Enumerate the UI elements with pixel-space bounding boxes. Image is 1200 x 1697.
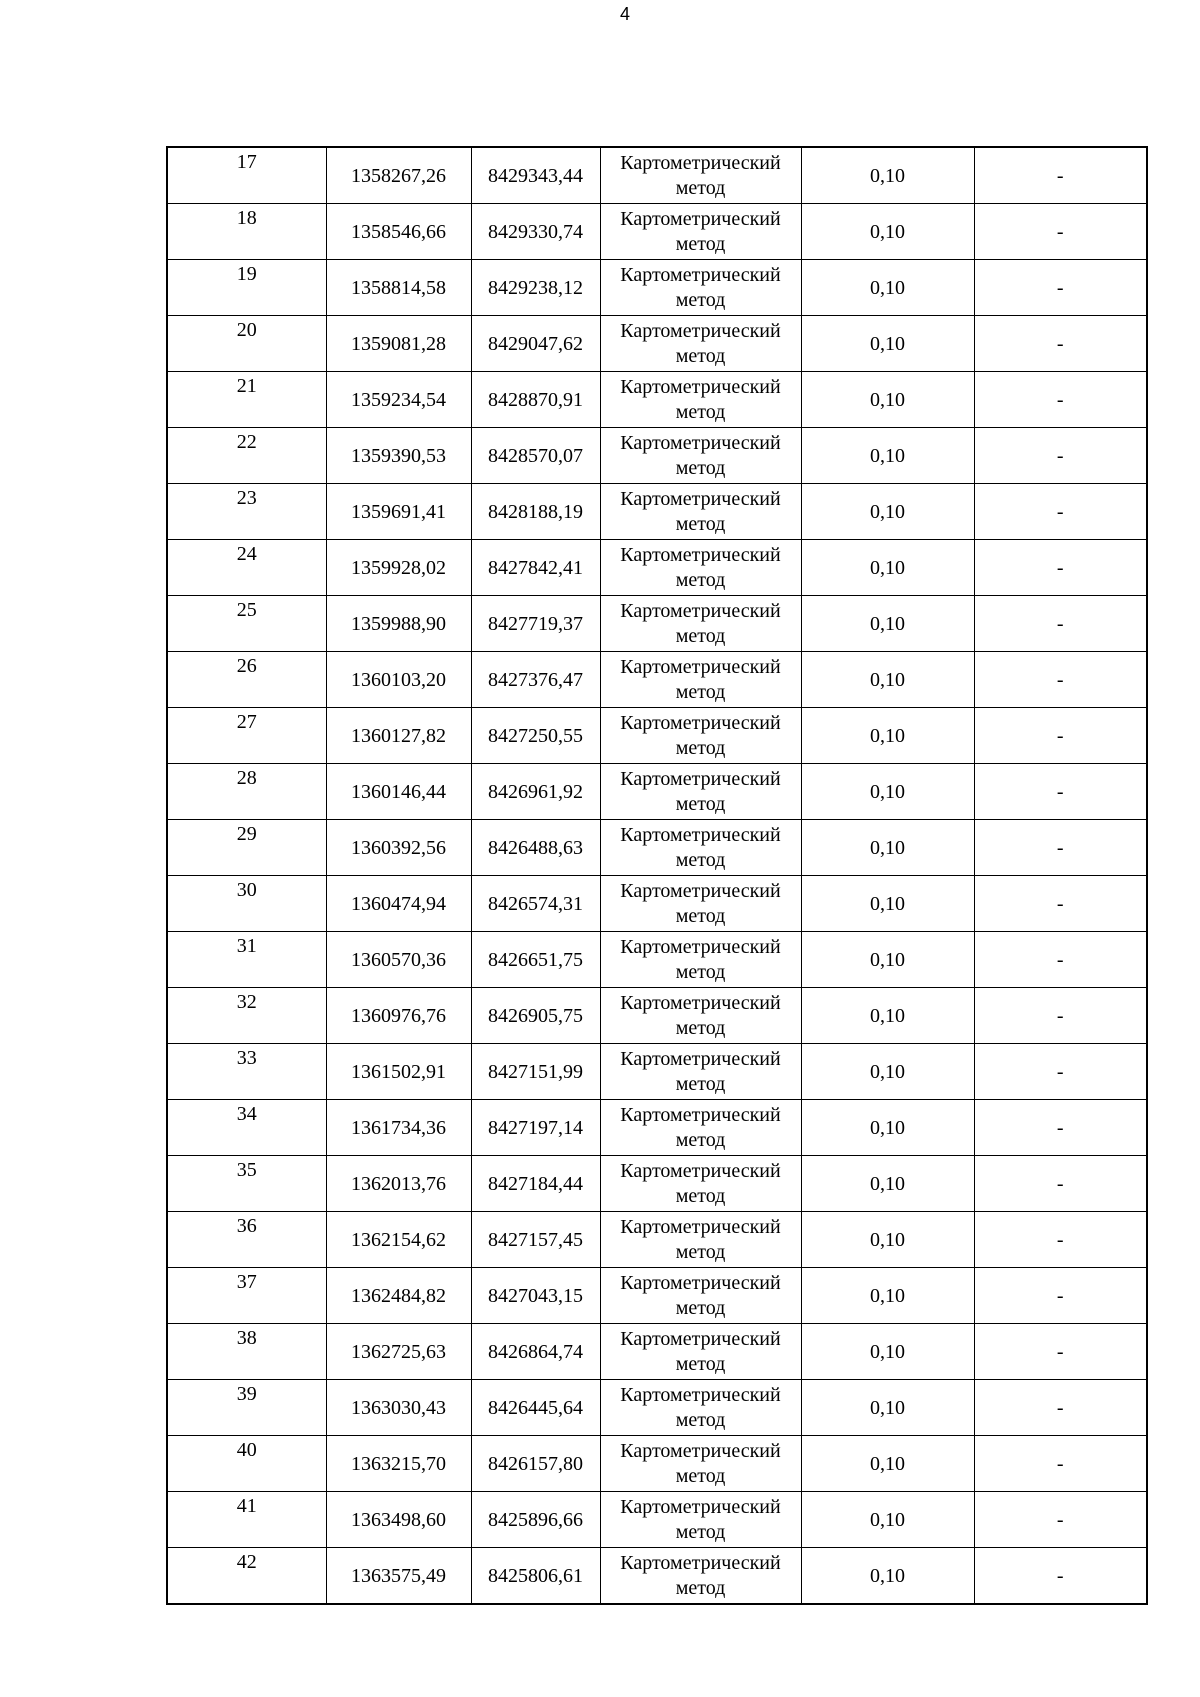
accuracy-cell: 0,10	[801, 1044, 974, 1100]
table-row	[167, 1324, 1147, 1380]
table-row	[167, 147, 1147, 204]
y-coordinate-cell: 8428870,91	[471, 372, 600, 428]
method-line-2: метод	[675, 1577, 726, 1599]
accuracy-cell: 0,10	[801, 372, 974, 428]
point-number-cell: 25	[167, 596, 326, 652]
table-row	[167, 764, 1147, 820]
note-cell: -	[974, 988, 1147, 1044]
x-coordinate-cell: 1362484,82	[326, 1268, 471, 1324]
method-line-1: Картометрический	[620, 1496, 781, 1518]
coordinates-table-body	[167, 147, 1147, 1604]
table-row	[167, 652, 1147, 708]
y-coordinate-cell: 8427719,37	[471, 596, 600, 652]
method-line-2: метод	[675, 1297, 726, 1319]
x-coordinate-cell: 1359988,90	[326, 596, 471, 652]
y-coordinate-cell: 8427157,45	[471, 1212, 600, 1268]
method-line-1: Картометрический	[620, 656, 781, 678]
accuracy-cell: 0,10	[801, 1380, 974, 1436]
point-number-cell: 34	[167, 1100, 326, 1156]
accuracy-cell: 0,10	[801, 484, 974, 540]
method-line-1: Картометрический	[620, 992, 781, 1014]
method-cell	[600, 764, 801, 820]
table-row	[167, 1268, 1147, 1324]
method-line-2: метод	[675, 1129, 726, 1151]
method-line-1: Картометрический	[620, 768, 781, 790]
y-coordinate-cell: 8427184,44	[471, 1156, 600, 1212]
method-cell	[600, 1268, 801, 1324]
method-line-2: метод	[675, 1409, 726, 1431]
method-cell	[600, 1436, 801, 1492]
accuracy-cell: 0,10	[801, 260, 974, 316]
x-coordinate-cell: 1360127,82	[326, 708, 471, 764]
accuracy-cell: 0,10	[801, 428, 974, 484]
table-row	[167, 708, 1147, 764]
method-line-1: Картометрический	[620, 320, 781, 342]
point-number-cell: 38	[167, 1324, 326, 1380]
x-coordinate-cell: 1360392,56	[326, 820, 471, 876]
y-coordinate-cell: 8427151,99	[471, 1044, 600, 1100]
note-cell: -	[974, 1268, 1147, 1324]
table-row	[167, 260, 1147, 316]
method-line-2: метод	[675, 569, 726, 591]
point-number-cell: 24	[167, 540, 326, 596]
point-number-cell: 36	[167, 1212, 326, 1268]
table-row	[167, 1492, 1147, 1548]
method-line-2: метод	[675, 625, 726, 647]
x-coordinate-cell: 1360146,44	[326, 764, 471, 820]
method-cell	[600, 876, 801, 932]
x-coordinate-cell: 1362013,76	[326, 1156, 471, 1212]
table-row	[167, 876, 1147, 932]
x-coordinate-cell: 1361502,91	[326, 1044, 471, 1100]
x-coordinate-cell: 1360570,36	[326, 932, 471, 988]
note-cell: -	[974, 204, 1147, 260]
note-cell: -	[974, 260, 1147, 316]
note-cell: -	[974, 652, 1147, 708]
method-line-1: Картометрический	[620, 432, 781, 454]
x-coordinate-cell: 1359081,28	[326, 316, 471, 372]
method-line-1: Картометрический	[620, 1160, 781, 1182]
method-line-1: Картометрический	[620, 880, 781, 902]
point-number-cell: 35	[167, 1156, 326, 1212]
method-cell	[600, 932, 801, 988]
accuracy-cell: 0,10	[801, 764, 974, 820]
point-number-cell: 31	[167, 932, 326, 988]
method-line-1: Картометрический	[620, 1048, 781, 1070]
accuracy-cell: 0,10	[801, 988, 974, 1044]
accuracy-cell: 0,10	[801, 316, 974, 372]
y-coordinate-cell: 8426488,63	[471, 820, 600, 876]
method-cell	[600, 1548, 801, 1605]
method-line-2: метод	[675, 345, 726, 367]
point-number-cell: 39	[167, 1380, 326, 1436]
table-row	[167, 204, 1147, 260]
x-coordinate-cell: 1363030,43	[326, 1380, 471, 1436]
method-line-1: Картометрический	[620, 824, 781, 846]
method-line-2: метод	[675, 233, 726, 255]
accuracy-cell: 0,10	[801, 1548, 974, 1605]
note-cell: -	[974, 1324, 1147, 1380]
note-cell: -	[974, 428, 1147, 484]
method-line-1: Картометрический	[620, 1272, 781, 1294]
method-line-1: Картометрический	[620, 544, 781, 566]
table-row	[167, 988, 1147, 1044]
y-coordinate-cell: 8427842,41	[471, 540, 600, 596]
x-coordinate-cell: 1362725,63	[326, 1324, 471, 1380]
method-line-2: метод	[675, 961, 726, 983]
table-row	[167, 932, 1147, 988]
method-line-2: метод	[675, 1241, 726, 1263]
table-row	[167, 596, 1147, 652]
y-coordinate-cell: 8426905,75	[471, 988, 600, 1044]
point-number-cell: 30	[167, 876, 326, 932]
y-coordinate-cell: 8427043,15	[471, 1268, 600, 1324]
method-line-2: метод	[675, 737, 726, 759]
note-cell: -	[974, 708, 1147, 764]
table-row	[167, 372, 1147, 428]
method-line-1: Картометрический	[620, 712, 781, 734]
accuracy-cell: 0,10	[801, 1324, 974, 1380]
x-coordinate-cell: 1358814,58	[326, 260, 471, 316]
point-number-cell: 40	[167, 1436, 326, 1492]
x-coordinate-cell: 1360976,76	[326, 988, 471, 1044]
x-coordinate-cell: 1360103,20	[326, 652, 471, 708]
method-line-1: Картометрический	[620, 936, 781, 958]
method-line-2: метод	[675, 681, 726, 703]
accuracy-cell: 0,10	[801, 540, 974, 596]
y-coordinate-cell: 8427250,55	[471, 708, 600, 764]
method-line-2: метод	[675, 793, 726, 815]
method-cell	[600, 484, 801, 540]
method-line-1: Картометрический	[620, 488, 781, 510]
point-number-cell: 27	[167, 708, 326, 764]
method-cell	[600, 204, 801, 260]
y-coordinate-cell: 8426864,74	[471, 1324, 600, 1380]
table-row	[167, 1100, 1147, 1156]
method-line-1: Картометрический	[620, 1328, 781, 1350]
accuracy-cell: 0,10	[801, 596, 974, 652]
note-cell: -	[974, 372, 1147, 428]
note-cell: -	[974, 1436, 1147, 1492]
method-line-1: Картометрический	[620, 1384, 781, 1406]
accuracy-cell: 0,10	[801, 820, 974, 876]
method-line-1: Картометрический	[620, 1552, 781, 1574]
method-cell	[600, 652, 801, 708]
y-coordinate-cell: 8428570,07	[471, 428, 600, 484]
table-row	[167, 316, 1147, 372]
method-cell	[600, 260, 801, 316]
method-line-2: метод	[675, 1521, 726, 1543]
method-cell	[600, 316, 801, 372]
accuracy-cell: 0,10	[801, 708, 974, 764]
note-cell: -	[974, 876, 1147, 932]
accuracy-cell: 0,10	[801, 652, 974, 708]
note-cell: -	[974, 1548, 1147, 1605]
y-coordinate-cell: 8426961,92	[471, 764, 600, 820]
method-cell	[600, 1044, 801, 1100]
note-cell: -	[974, 820, 1147, 876]
accuracy-cell: 0,10	[801, 204, 974, 260]
method-line-2: метод	[675, 457, 726, 479]
table-row	[167, 1156, 1147, 1212]
method-line-1: Картометрический	[620, 1216, 781, 1238]
table-row	[167, 428, 1147, 484]
method-cell	[600, 1380, 801, 1436]
method-line-2: метод	[675, 177, 726, 199]
point-number-cell: 19	[167, 260, 326, 316]
point-number-cell: 28	[167, 764, 326, 820]
accuracy-cell: 0,10	[801, 876, 974, 932]
x-coordinate-cell: 1359928,02	[326, 540, 471, 596]
y-coordinate-cell: 8427376,47	[471, 652, 600, 708]
table-row	[167, 1044, 1147, 1100]
note-cell: -	[974, 484, 1147, 540]
method-cell	[600, 540, 801, 596]
method-cell	[600, 147, 801, 204]
point-number-cell: 42	[167, 1548, 326, 1605]
table-row	[167, 1548, 1147, 1605]
method-cell	[600, 988, 801, 1044]
note-cell: -	[974, 932, 1147, 988]
point-number-cell: 20	[167, 316, 326, 372]
x-coordinate-cell: 1359234,54	[326, 372, 471, 428]
point-number-cell: 23	[167, 484, 326, 540]
method-cell	[600, 1100, 801, 1156]
method-line-2: метод	[675, 401, 726, 423]
y-coordinate-cell: 8425806,61	[471, 1548, 600, 1605]
y-coordinate-cell: 8426157,80	[471, 1436, 600, 1492]
method-cell	[600, 372, 801, 428]
note-cell: -	[974, 1492, 1147, 1548]
x-coordinate-cell: 1359390,53	[326, 428, 471, 484]
method-line-2: метод	[675, 513, 726, 535]
note-cell: -	[974, 764, 1147, 820]
method-cell	[600, 820, 801, 876]
table-row	[167, 1212, 1147, 1268]
y-coordinate-cell: 8429238,12	[471, 260, 600, 316]
method-cell	[600, 428, 801, 484]
x-coordinate-cell: 1359691,41	[326, 484, 471, 540]
method-line-1: Картометрический	[620, 1104, 781, 1126]
note-cell: -	[974, 1100, 1147, 1156]
y-coordinate-cell: 8429343,44	[471, 147, 600, 204]
page-number: 4	[619, 4, 630, 24]
x-coordinate-cell: 1362154,62	[326, 1212, 471, 1268]
y-coordinate-cell: 8429047,62	[471, 316, 600, 372]
note-cell: -	[974, 316, 1147, 372]
y-coordinate-cell: 8427197,14	[471, 1100, 600, 1156]
note-cell: -	[974, 147, 1147, 204]
method-cell	[600, 1156, 801, 1212]
method-line-1: Картометрический	[620, 264, 781, 286]
point-number-cell: 18	[167, 204, 326, 260]
note-cell: -	[974, 1212, 1147, 1268]
note-cell: -	[974, 540, 1147, 596]
point-number-cell: 29	[167, 820, 326, 876]
x-coordinate-cell: 1363575,49	[326, 1548, 471, 1605]
method-cell	[600, 1492, 801, 1548]
method-line-2: метод	[675, 1353, 726, 1375]
point-number-cell: 21	[167, 372, 326, 428]
method-line-2: метод	[675, 289, 726, 311]
method-cell	[600, 1212, 801, 1268]
accuracy-cell: 0,10	[801, 1492, 974, 1548]
table-row	[167, 1436, 1147, 1492]
point-number-cell: 22	[167, 428, 326, 484]
method-line-2: метод	[675, 1017, 726, 1039]
method-line-1: Картометрический	[620, 600, 781, 622]
table-row	[167, 1380, 1147, 1436]
method-line-2: метод	[675, 1073, 726, 1095]
point-number-cell: 26	[167, 652, 326, 708]
point-number-cell: 32	[167, 988, 326, 1044]
method-cell	[600, 1324, 801, 1380]
accuracy-cell: 0,10	[801, 1436, 974, 1492]
point-number-cell: 33	[167, 1044, 326, 1100]
table-row	[167, 820, 1147, 876]
x-coordinate-cell: 1363498,60	[326, 1492, 471, 1548]
method-line-2: метод	[675, 1185, 726, 1207]
method-line-2: метод	[675, 849, 726, 871]
table-row	[167, 484, 1147, 540]
point-number-cell: 41	[167, 1492, 326, 1548]
method-cell	[600, 708, 801, 764]
y-coordinate-cell: 8426574,31	[471, 876, 600, 932]
method-cell	[600, 596, 801, 652]
note-cell: -	[974, 1156, 1147, 1212]
method-line-1: Картометрический	[620, 152, 781, 174]
x-coordinate-cell: 1361734,36	[326, 1100, 471, 1156]
point-number-cell: 37	[167, 1268, 326, 1324]
accuracy-cell: 0,10	[801, 147, 974, 204]
accuracy-cell: 0,10	[801, 932, 974, 988]
point-number-cell: 17	[167, 147, 326, 204]
table-row	[167, 540, 1147, 596]
method-line-2: метод	[675, 1465, 726, 1487]
x-coordinate-cell: 1360474,94	[326, 876, 471, 932]
accuracy-cell: 0,10	[801, 1100, 974, 1156]
accuracy-cell: 0,10	[801, 1156, 974, 1212]
accuracy-cell: 0,10	[801, 1212, 974, 1268]
y-coordinate-cell: 8428188,19	[471, 484, 600, 540]
note-cell: -	[974, 1380, 1147, 1436]
note-cell: -	[974, 1044, 1147, 1100]
x-coordinate-cell: 1358267,26	[326, 147, 471, 204]
y-coordinate-cell: 8429330,74	[471, 204, 600, 260]
y-coordinate-cell: 8426445,64	[471, 1380, 600, 1436]
x-coordinate-cell: 1363215,70	[326, 1436, 471, 1492]
note-cell: -	[974, 596, 1147, 652]
method-line-1: Картометрический	[620, 208, 781, 230]
method-line-1: Картометрический	[620, 376, 781, 398]
method-line-1: Картометрический	[620, 1440, 781, 1462]
y-coordinate-cell: 8425896,66	[471, 1492, 600, 1548]
method-line-2: метод	[675, 905, 726, 927]
coordinates-table	[166, 146, 1148, 1605]
accuracy-cell: 0,10	[801, 1268, 974, 1324]
x-coordinate-cell: 1358546,66	[326, 204, 471, 260]
y-coordinate-cell: 8426651,75	[471, 932, 600, 988]
